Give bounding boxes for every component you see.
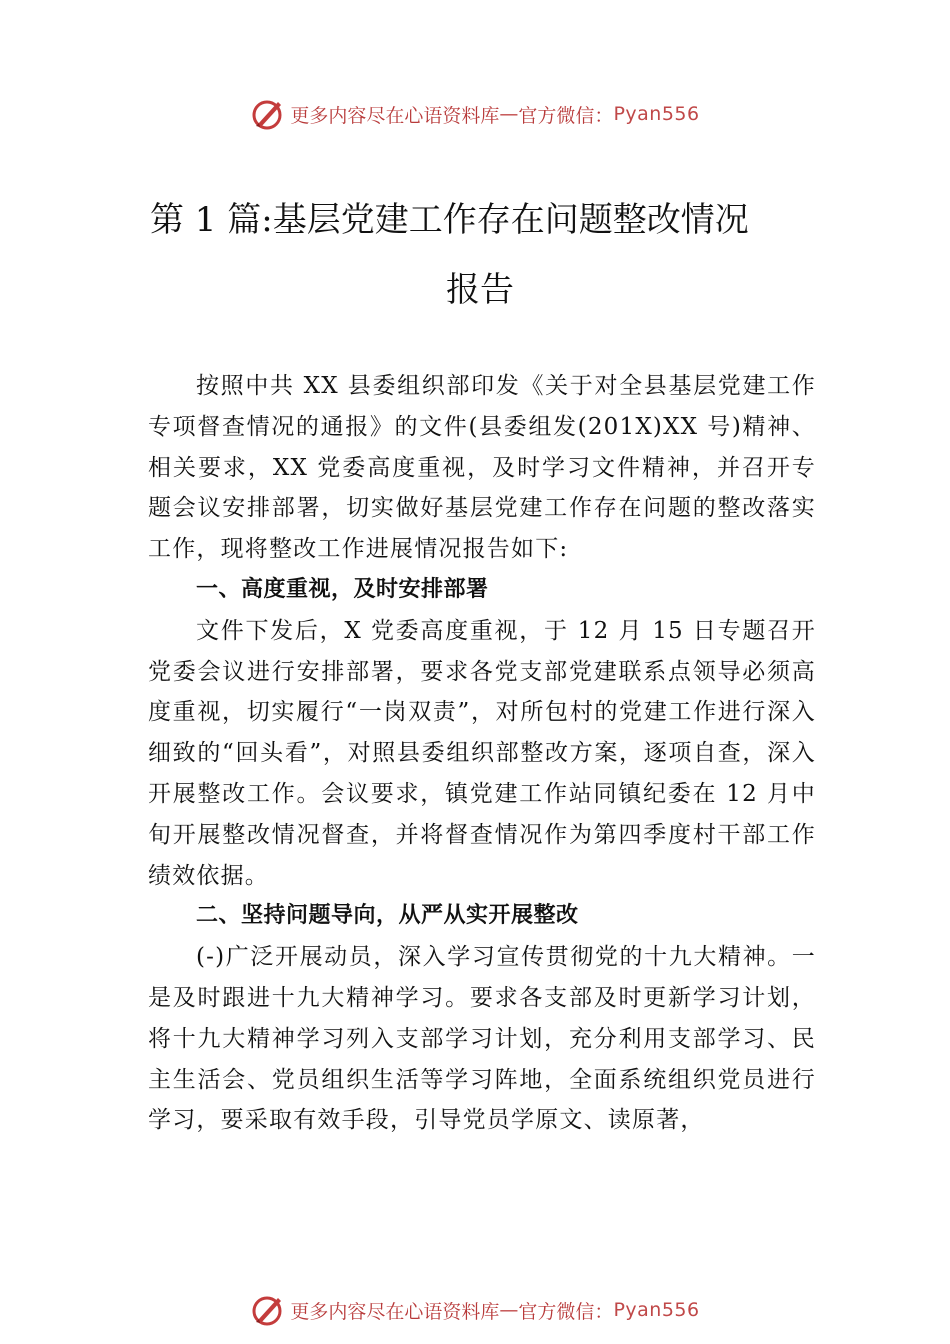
section-2-paragraph: (-)广泛开展动员，深入学习宣传贯彻党的十九大精神。一是及时跟进十九大精神学习。要求各支部及时更新学习计划，将十九大精神学习列入支部学习计划，充分利用支部学习、民主生活会、党员组织生活等学习阵地，全面系统组织党员进行学习，要采取有效手段，引导党员学原文、读原著， <box>148 944 816 1134</box>
section-2-heading: 二、坚持问题导向，从严从实开展整改 <box>196 903 579 929</box>
banner-site-text: 更多内容尽在心语资料库 <box>290 104 500 127</box>
banner-site-text: 更多内容尽在心语资料库 <box>290 1300 500 1323</box>
banner-separator: — <box>499 103 519 125</box>
section-1-paragraph: 文件下发后，X 党委高度重视，于 12 月 15 日专题召开党委会议进行安排部署，要求各党支部党建联系点领导必须高度重视，切实履行“一岗双责”，对所包村的党建工作进行深入细致的“回头看”，对照县委组织部整改方案，逐项自查，深入开展整改工作。会议要求，镇党建工作站同镇纪委在 12 月中旬开展整改情况督查，并将督查情况作为第四季度村干部工作绩效依据。 <box>148 617 816 889</box>
section-1-heading: 一、高度重视，及时安排部署 <box>196 576 489 602</box>
banner-wechat-label: 官方微信： <box>518 1300 614 1323</box>
document-title-line-2: 报告 <box>446 270 514 310</box>
intro-paragraph: 按照中共 XX 县委组织部印发《关于对全县基层党建工作专项督查情况的通报》的文件(县委组发(201X)XX 号)精神、相关要求，XX 党委高度重视，及时学习文件精神，并召开专题会议安排部署，切实做好基层党建工作存在问题的整改落实工作，现将整改工作进展情况报告如下: <box>148 373 816 563</box>
brush-logo-icon <box>250 1292 286 1328</box>
document-body <box>148 366 816 1141</box>
banner-separator: — <box>499 1299 519 1321</box>
brush-logo-icon <box>250 96 286 132</box>
banner-wechat-id: Pyan556 <box>613 103 700 125</box>
banner-wechat-label: 官方微信： <box>518 104 614 127</box>
watermark-banner-bottom <box>0 1290 950 1330</box>
document-title-line-1: 第 1 篇:基层党建工作存在问题整改情况 <box>150 200 749 240</box>
banner-wechat-id: Pyan556 <box>613 1299 700 1321</box>
watermark-banner-top <box>0 94 950 134</box>
